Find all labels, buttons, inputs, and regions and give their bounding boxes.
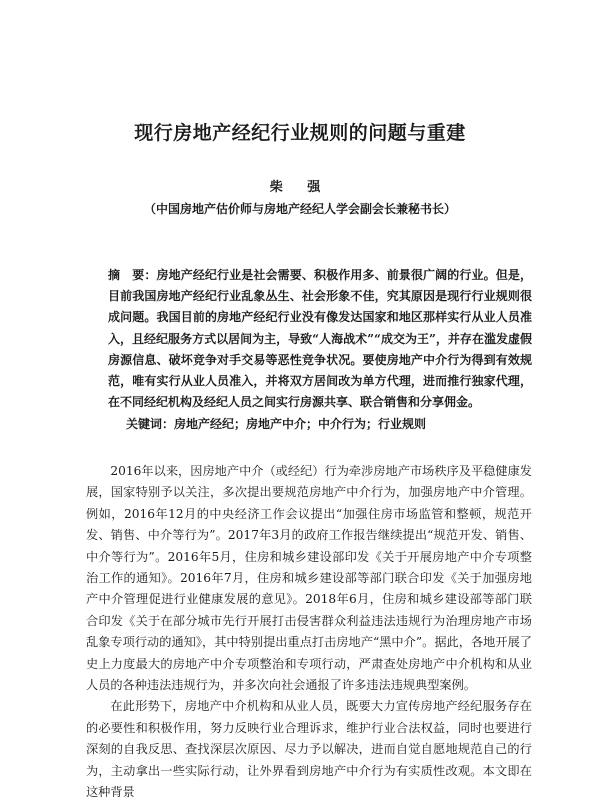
author-affiliation: （中国房地产估价师与房地产经纪人学会副会长兼秘书长）	[143, 202, 456, 216]
keywords	[126, 414, 532, 435]
paragraph: 2016年以来，因房地产中介（或经纪）行为牵涉房地产市场秩序及平稳健康发展，国家特别予以关注，多次提出要规范房地产中介行为，加强房地产中介管理。例如，2016年12月的中央经济工作会议提出“加强住房市场监管和整顿，规范开发、销售、中介等行为”。2017年3月的政府工作报告继续提出“规范开发、销售、中介等行为”。2016年5月，住房和城乡建设部印发《关于开展房地产中介专项整治工作的通知》。2016年7月，住房和城乡建设部等部门联合印发《关于加强房地产中介管理促进行业健康发展的意见》。2018年6月，住房和城乡建设部等部门联合印发《关于在部分城市先行开展打击侵害群众利益违法违规行为治理房地产市场乱象专项行动的通知》，其中特别提出重点打击房地产“黑中介”。据此，各地开展了史上力度最大的房地产中介专项整治和专项行动，严肃查处房地产中介机构和从业人员的各种违法违规行为，并多次向社会通报了许多违法违规典型案例。	[86, 464, 532, 693]
body-text	[86, 461, 532, 804]
abstract-text: 房地产经纪行业是社会需要、积极作用多、前景很广阔的行业。但是，目前我国房地产经纪行业乱象丛生、社会形象不佳，究其原因是现行行业规则很成问题。我国目前的房地产经纪行业没有像发达国家和地区那样实行从业人员准入，且经纪服务方式以居间为主，导致“人海战术”“成交为王”，并存在滥发虚假房源信息、破坏竞争对手交易等恶性竞争状况。要使房地产中介行为得到有效规范，唯有实行从业人员准入，并将双方居间改为单方代理，进而推行独家代理，在不同经纪机构及经纪人员之间实行房源共享、联合销售和分享佣金。	[108, 268, 532, 410]
paragraph: 在此形势下，房地产中介机构和从业人员，既要大力宣传房地产经纪服务存在的必要性和积极作用，努力反映行业合理诉求，维护行业合法权益，同时也要进行深刻的自我反思、查找深层次原因、尽力予以解决，进而自觉自愿地规范自己的行为，主动拿出一些实际行动，让外界看到房地产中介行为有实质性改观。本文即在这种背景	[86, 699, 532, 800]
page-title: 现行房地产经纪行业规则的问题与重建	[134, 122, 466, 144]
keywords-label: 关键词：	[126, 417, 175, 431]
author-name: 柴 强	[269, 180, 331, 195]
keywords-text: 房地产经纪；房地产中介；中介行为；行业规则	[174, 417, 427, 431]
abstract	[108, 265, 532, 413]
abstract-label: 摘 要：	[108, 268, 157, 282]
